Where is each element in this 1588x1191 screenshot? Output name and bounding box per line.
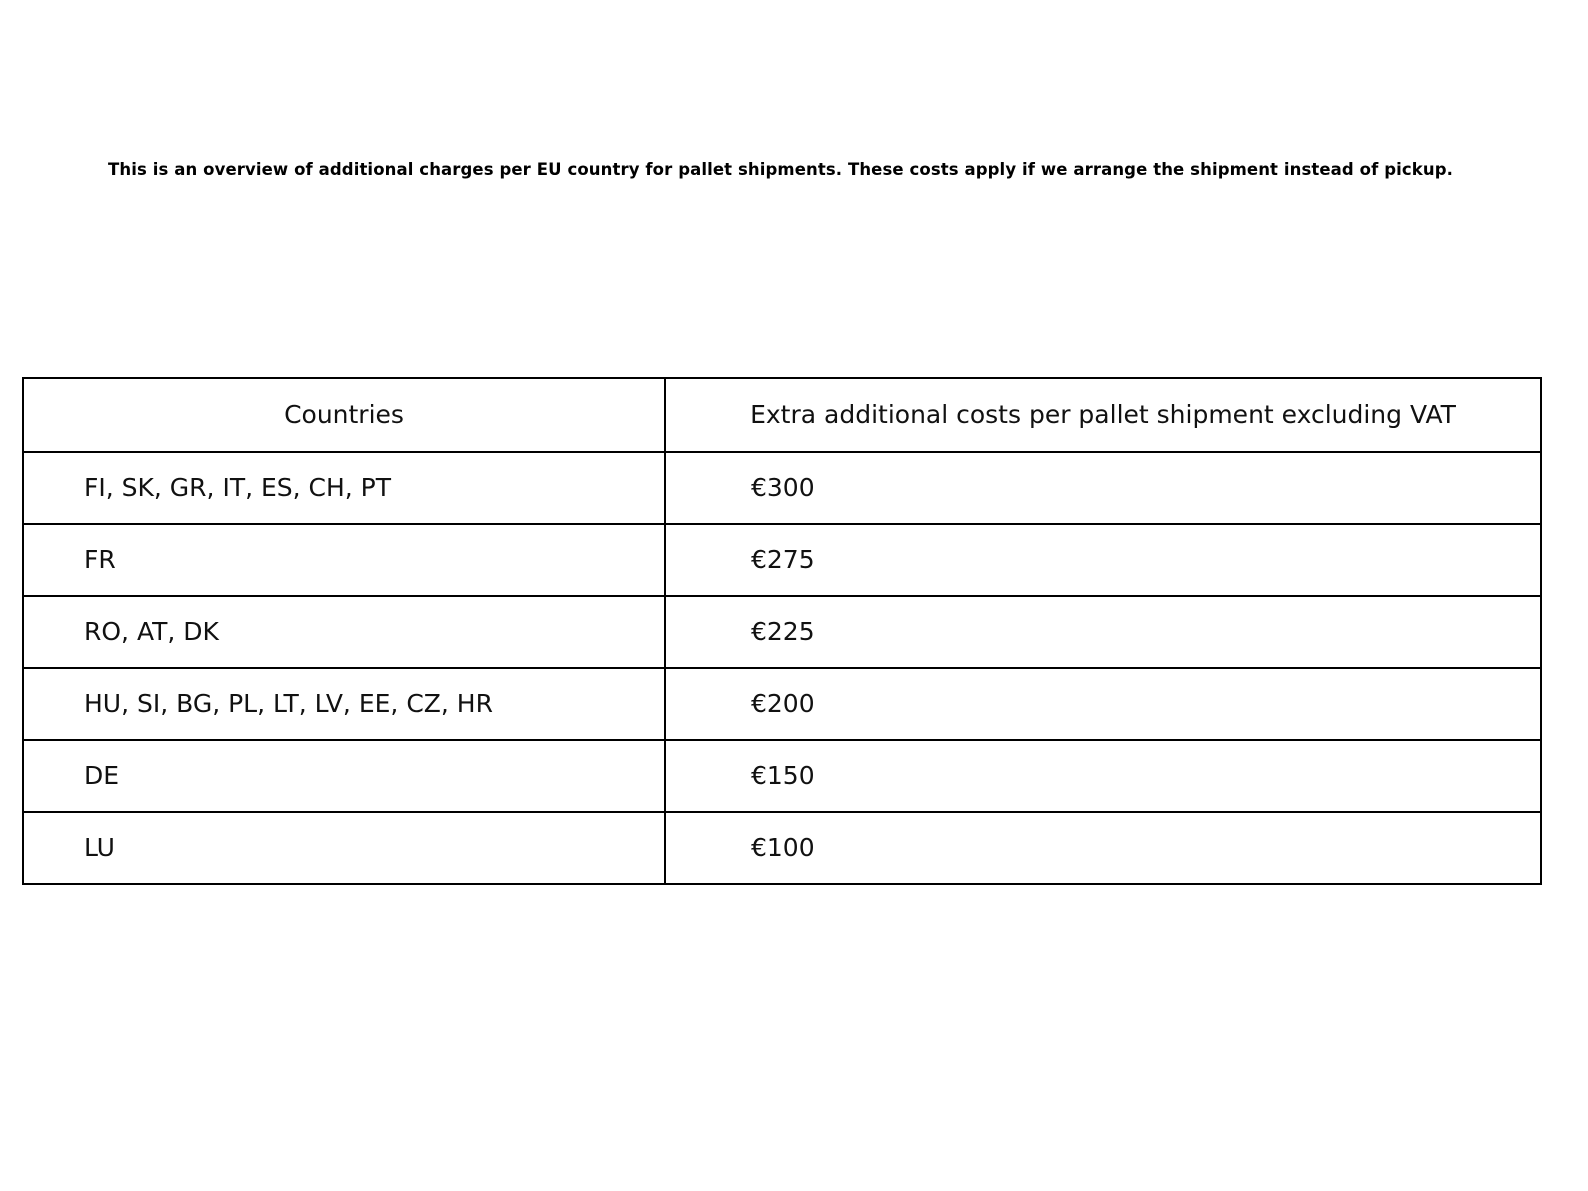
table-row [23,668,1541,740]
cell-cost: €100 [665,812,1541,884]
header-countries: Countries [23,378,665,452]
cell-cost: €225 [665,596,1541,668]
table-row [23,452,1541,524]
table-row [23,812,1541,884]
header-costs: Extra additional costs per pallet shipment excluding VAT [665,378,1541,452]
cell-cost: €275 [665,524,1541,596]
table-row [23,596,1541,668]
cell-cost: €200 [665,668,1541,740]
cell-countries: RO, AT, DK [23,596,665,668]
cell-countries: HU, SI, BG, PL, LT, LV, EE, CZ, HR [23,668,665,740]
table-row [23,740,1541,812]
cell-countries: DE [23,740,665,812]
charges-table-container [22,377,1540,885]
intro-paragraph: This is an overview of additional charges per EU country for pallet shipments. These costs apply if we arrange the shipment instead of pickup. [108,160,1453,179]
cell-cost: €300 [665,452,1541,524]
cell-countries: LU [23,812,665,884]
table-header-row [23,378,1541,452]
cell-cost: €150 [665,740,1541,812]
charges-table [22,377,1542,885]
cell-countries: FR [23,524,665,596]
table-row [23,524,1541,596]
cell-countries: FI, SK, GR, IT, ES, CH, PT [23,452,665,524]
